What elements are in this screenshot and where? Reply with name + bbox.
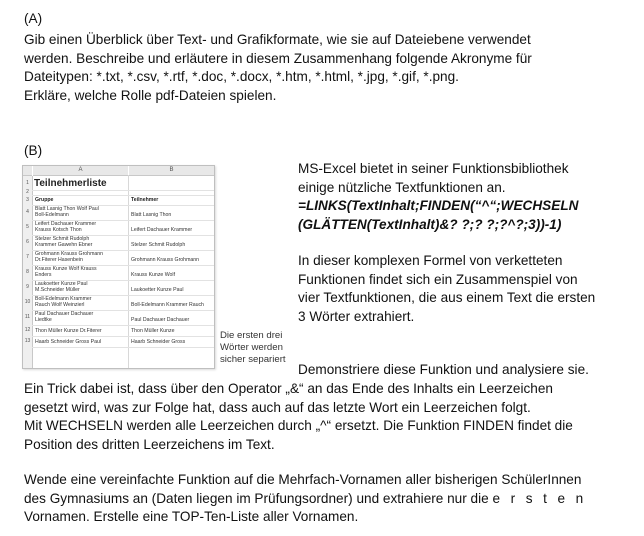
part-b-label: (B) (24, 143, 43, 158)
trick-explanation: Ein Trick dabei ist, dass über den Operator „&“ an das Ende des Inhalts ein Leerzeichen gesetzt wird, was zur Folge hat, dass auch auf das letzte Wort ein Leerzeichen folgt. Mit WECHSELN werden alle Leerzeichen durch „^“ ersetzt. Die Funktion FINDEN findet die Position des dritten Leerzeichens im Text. (24, 381, 573, 452)
row-number: 1 (23, 176, 33, 190)
emphasized-word: e r s t e n (492, 490, 587, 506)
part-a-label: (A) (24, 11, 43, 26)
part-a-paragraph (24, 31, 532, 105)
sheet-title: Teilnehmerliste (34, 178, 107, 189)
formula-line: =LINKS(TextInhalt;FINDEN(“^“;WECHSELN (298, 198, 579, 214)
cell-participants: Blatt Lasnig Thon (131, 212, 172, 218)
column-header-a: A (33, 166, 128, 176)
row-number: 2 (23, 190, 33, 195)
cell-participants: Stelzer Schmit Rudolph (131, 242, 186, 248)
row-number: 13 (23, 336, 33, 347)
cell-group: Grohmann Krauss Grohmann Dr.Fiterer Hasenbein (35, 251, 104, 264)
cell-participants: Boll-Edelmann Krammer Rauch (131, 302, 204, 308)
row-number: 9 (23, 280, 33, 295)
cell-group: Haarb Schneider Gross Paul (35, 339, 102, 345)
cell-participants: Leifert Dachauer Krammer (131, 227, 193, 233)
row-number: 8 (23, 265, 33, 280)
row-number: 5 (23, 220, 33, 235)
formula-line: (GLÄTTEN(TextInhalt)&? ?;? ?;?^?;3))-1) (298, 216, 562, 232)
column-header-b: B (129, 166, 214, 176)
demo-instruction: Demonstriere diese Funktion und analysiere sie. (298, 362, 589, 377)
sheet-note: Die ersten drei Wörter werden sicher separiert (220, 330, 286, 366)
cell-participants: Paul Dachauer Dachauer (131, 317, 190, 323)
cell-participants: Haarb Schneider Gross (131, 339, 186, 345)
part-a-line: Gib einen Überblick über Text- und Grafikformate, wie sie auf Dateiebene verwendet (24, 32, 531, 47)
row-number: 7 (23, 250, 33, 265)
row-number: 11 (23, 310, 33, 325)
cell-group: Laukoetter Kunze Paul M.Schneider Müller (35, 281, 88, 294)
row-number: 12 (23, 325, 33, 336)
corner-cell (23, 166, 32, 176)
cell-group: Blatt Lasnig Thon Wolf Paul Boll-Edelmann (35, 206, 99, 219)
task-paragraph: Wende eine vereinfachte Funktion auf die Mehrfach-Vornamen aller bisherigen SchülerInnen des Gymnasiums an (Daten liegen im Prüfungsordner) und extrahiere nur die e r s t e n Vornamen. Erstelle eine TOP-Ten-Liste aller Vornamen. (24, 472, 587, 525)
part-a-line: Erkläre, welche Rolle pdf-Dateien spielen. (24, 87, 277, 103)
cell-participants: Krauss Kunze Wolf (131, 272, 176, 278)
excel-screenshot (22, 165, 215, 369)
cell-group: Thon Müller Kunze Dr.Fiterer (35, 328, 102, 334)
formula-description: In dieser komplexen Formel von verketteten Funktionen findet sich ein Zusammenspiel von vier Textfunktionen, die aus einem Text die ersten 3 Wörter extrahiert. (298, 253, 596, 324)
cell-group: Leifert Dachauer Krammer Krauss Kotsch Thon (35, 221, 97, 234)
header-cell-teilnehmer: Teilnehmer (131, 197, 159, 203)
header-cell-gruppe: Gruppe (35, 197, 54, 203)
cell-group: Boll-Edelmann Krammer Rauch Wolf Weinzierl (35, 296, 92, 309)
cell-participants: Laukoetter Kunze Paul (131, 287, 184, 293)
part-a-line: werden. Beschreibe und erläutere in diesem Zusammenhang folgende Akronyme für (24, 50, 532, 66)
cell-group: Paul Dachauer Dachauer Liedtke (35, 311, 94, 324)
row-number: 4 (23, 205, 33, 220)
row-number: 3 (23, 195, 33, 205)
cell-group: Stelzer Schmit Rudolph Krammer Gawehn Ebner (35, 236, 93, 249)
cell-participants: Thon Müller Kunze (131, 328, 175, 334)
row-number-empty (23, 347, 33, 368)
row-number: 10 (23, 295, 33, 310)
cell-participants: Grohmann Krauss Grohmann (131, 257, 200, 263)
row-number: 6 (23, 235, 33, 250)
part-a-line: Dateitypen: *.txt, *.csv, *.rtf, *.doc, *.docx, *.htm, *.html, *.jpg, *.gif, *.png. (24, 69, 459, 85)
intro-text: MS-Excel bietet in seiner Funktionsbibliothek einige nützliche Textfunktionen an. =LINKS(TextInhalt;FINDEN(“^“;WECHSELN (GLÄTTEN(TextInhalt)&? ?;? ?;?^?;3))-1) (298, 160, 578, 234)
cell-group: Krauss Kunze Wolf Krauss Enders (35, 266, 97, 279)
